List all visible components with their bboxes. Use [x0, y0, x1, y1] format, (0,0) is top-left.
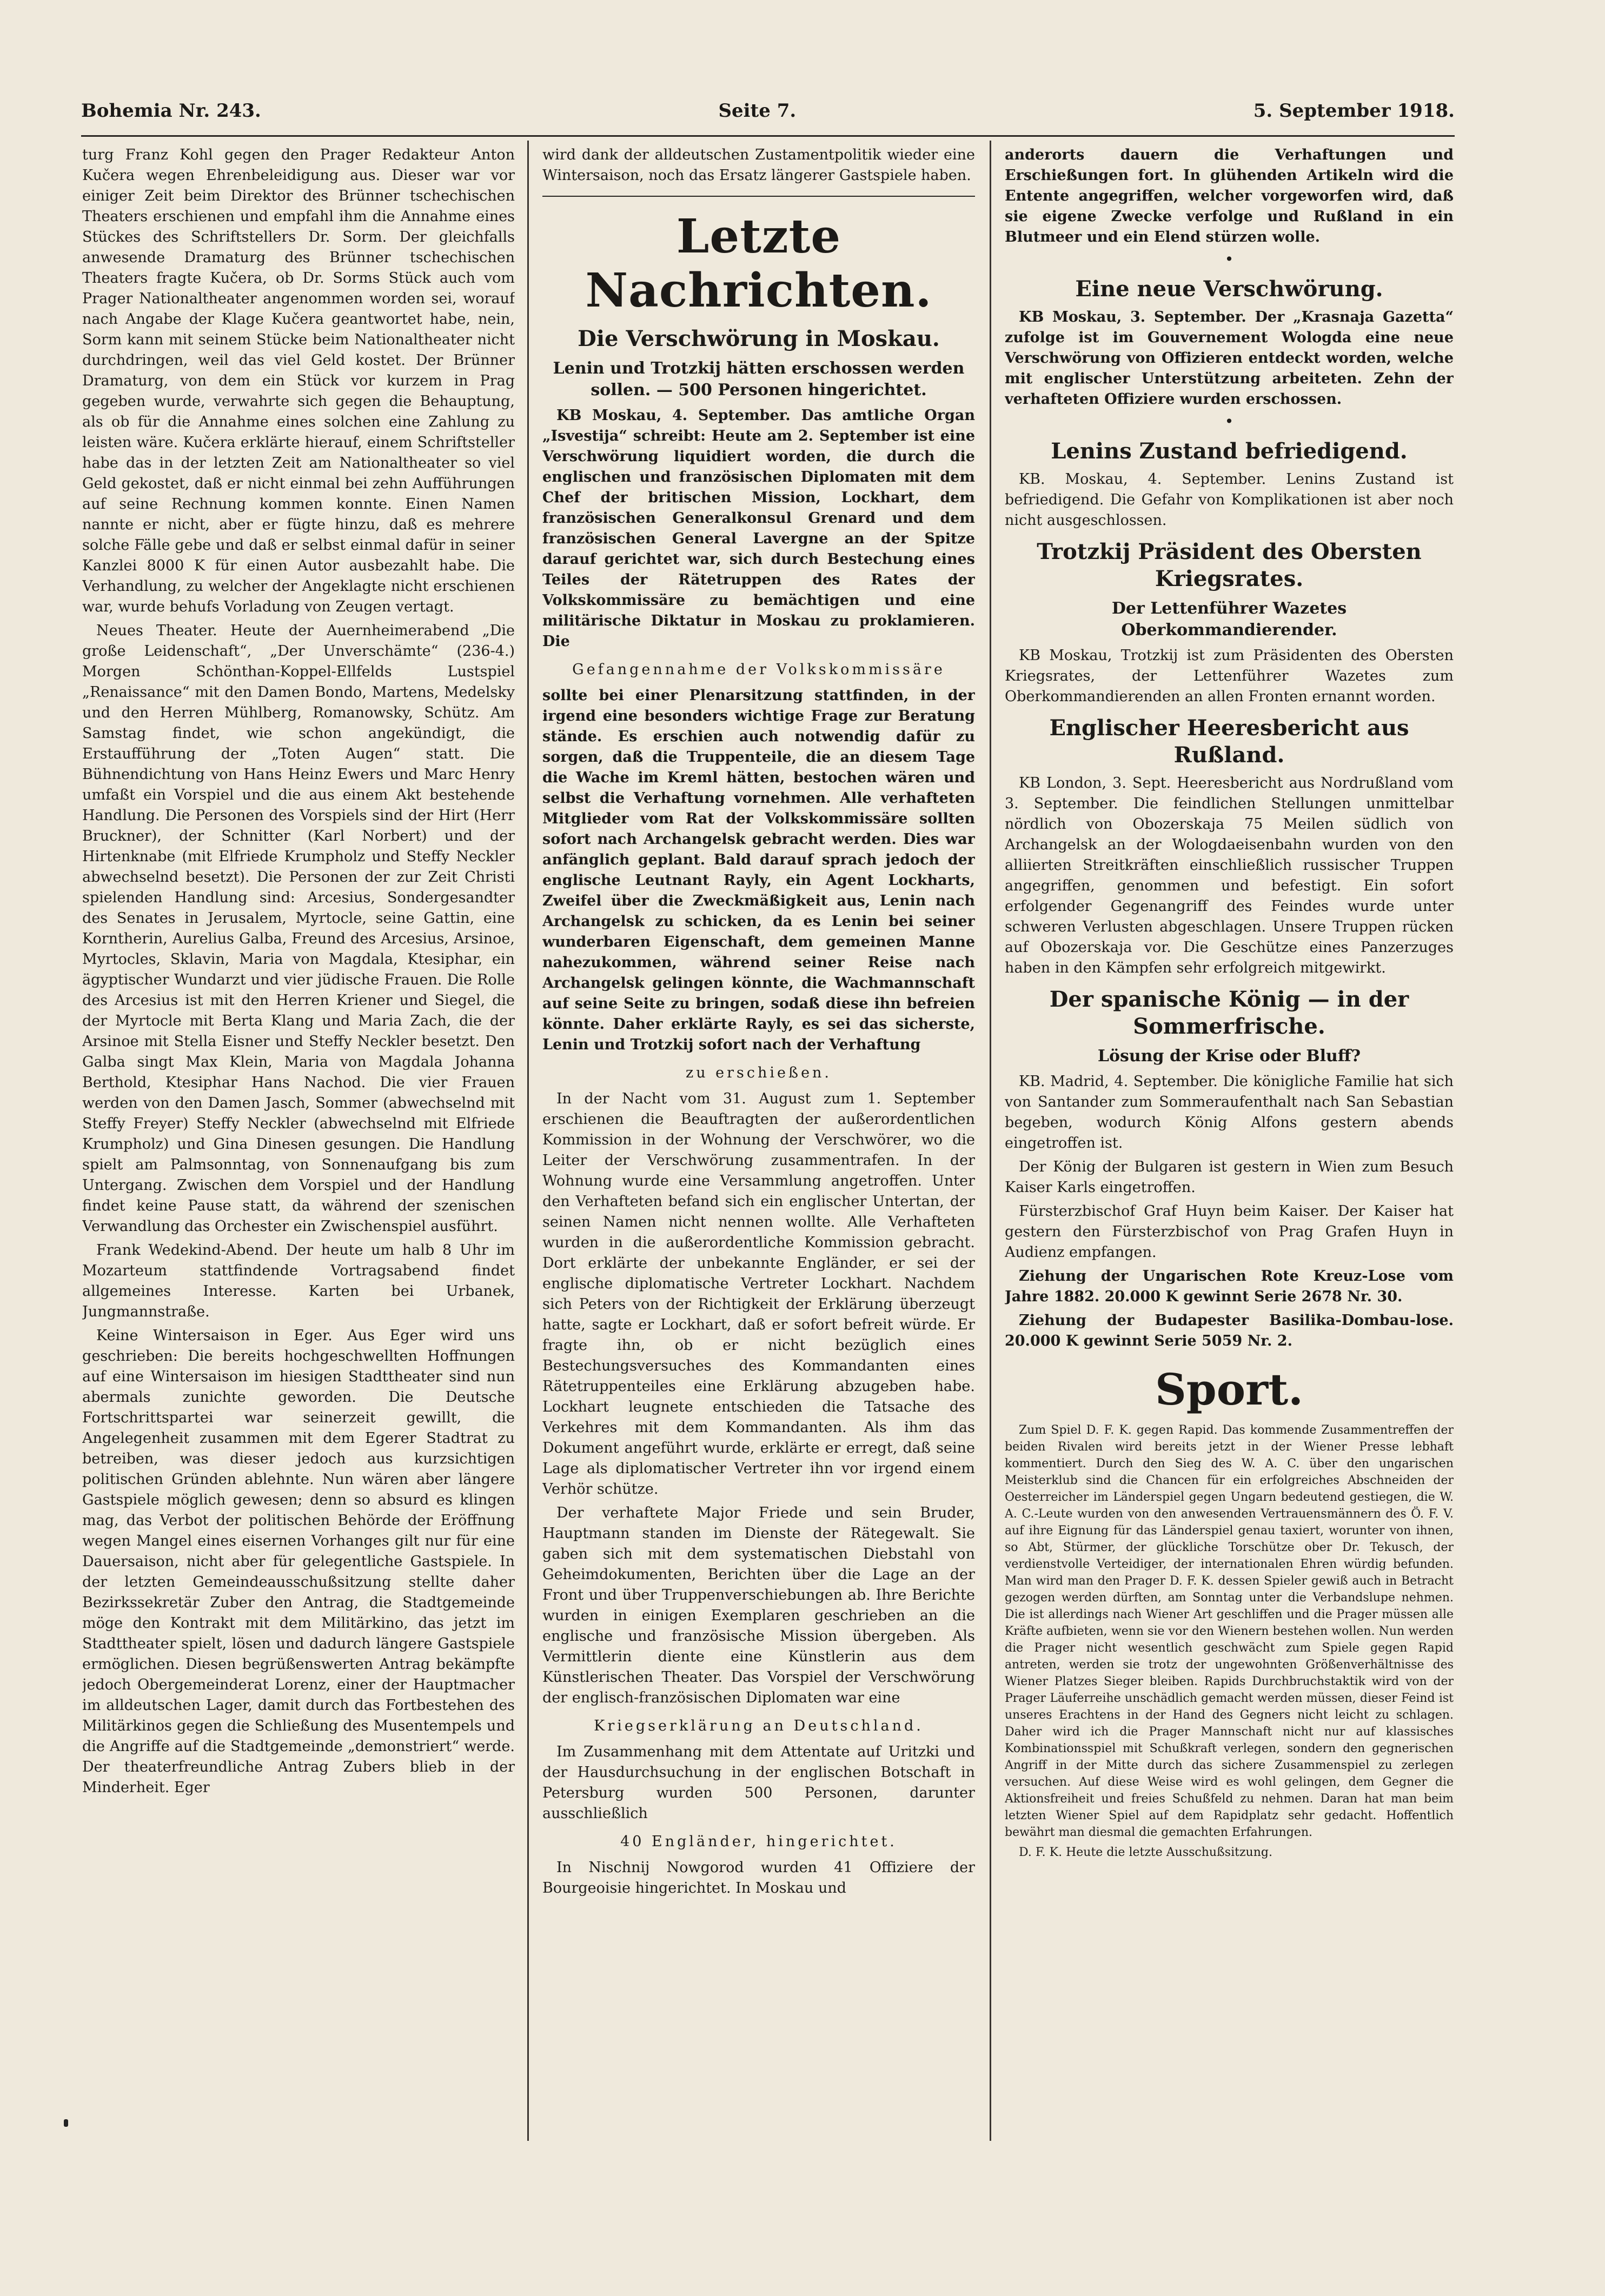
section-rule [542, 196, 975, 197]
article-neues-theater: Neues Theater. Heute der Auernheimerabend „Die große Leidenschaft“, „Der Unverschämte“ (236-4.) Morgen Schönthan-Koppel-Ellfelds Lustspiel „Renaissance“ mit den Damen Bondo, Martens, Medelsky und den Herren Mühlberg, Romanowsky, Schütz. Am Samstag findet, wie schon angekündigt, die Erstaufführung der „Toten Augen“ statt. Die Bühnendichtung von Hans Heinz Ewers und Marc Henry umfaßt ein Vorspiel und die aus einem Akt bestehende Handlung. Die Personen des Vorspiels sind der Hirt (Herr Bruckner), der Schnitter (Karl Norbert) und der Hirtenknabe (mit Elfriede Krumpholz und Steffy Neckler abwechselnd besetzt). Die Personen der zur Zeit Christi spielenden Handlung sind: Arcesius, Sondergesandter des Senates in Jerusalem, Myrtocle, seine Gattin, eine Korntherin, Aurelius Galba, Freund des Arcesius, Arsinoe, Myrtocles, Sklavin, Maria von Magdala, Ktesiphar, ein ägyptischer Wundarzt und vier jüdische Frauen. Die Rolle des Arcesius ist mit den Herren Kriener und Siegel, die der Myrtocle mit Berta Klang und Maria Zach, die der Arsinoe mit Stella Eisner und Steffy Neckler besetzt. Den Galba singt Max Klein, Maria von Magdala Johanna Berthold, Ktesiphar Hans Nachod. Die vier Frauen werden von den Damen Jasch, Sommer (abwechselnd mit Steffy Freyer) Steffy Neckler (abwechselnd mit Elfriede Krumpholz) und Gina Dinesen gesungen. Die Handlung spielt am Palmsonntag, von Sonnenaufgang bis zum Untergang. Zwischen dem Vorspiel und der Handlung findet keine Pause statt, da während der szenischen Verwandlung das Orchester ein Zwischenspiel ausführt. [82, 622, 515, 1235]
subhead-lettenfuehrer: Der Lettenführer Wazetes Oberkommandierender. [1111, 599, 1347, 640]
headline-trotzkij-praesident: Trotzkij Präsident des Obersten Kriegsrates. [1037, 539, 1422, 591]
article-dfk-ausschuss: D. F. K. Heute die letzte Ausschußsitzung. [1019, 1846, 1272, 1859]
header-rule [81, 135, 1455, 137]
separator-dot-2: • [1224, 412, 1234, 430]
article-spiel-dfk-rapid: Zum Spiel D. F. K. gegen Rapid. Das kommende Zusammentreffen der beiden Rivalen wird bereits jetzt in der Wiener Presse lebhaft kommentiert. Durch den Sieg des W. A. C. über den ungarischen Meisterklub sind die Chancen für ein erfolgreiches Abschneiden der Oesterreicher im Länderspiel gegen Ungarn bedeutend gestiegen, die W. A. C.-Leute wurden von den anwesenden Vertrauensmännern des Ö. F. V. auf ihre Eignung für das Länderspiel genau taxiert, worunter von ihnen, so Abt, Stürmer, der glückliche Torschütze ober Dr. Tekusch, der verdienstvolle Verteidiger, der internationalen Ehren würdig befunden. Man wird man den Prager D. F. K. dessen Spieler gewiß auch in Betracht gezogen werden dürften, am Sonntag unter die Verbandslupe nehmen. Die ist allerdings nach Wiener Art geschliffen und die Prager müssen alle Kräfte aufbieten, wenn sie vor den Wienern bestehen wollen. Nun werden die Prager nicht wesentlich geschwächt zum Spiele gegen Rapid antreten, werden sie trotz der ungewohnten Größenverhältnisse des Wiener Platzes Sieger bleiben. Rapids Durchbruchstaktik wird von der Prager Läuferreihe unschädlich gemacht werden müssen, dieser Feind ist unseres Erachtens in der Hand des Gegners nicht leicht zu schlagen. Daher wird ich die Prager Mannschaft nicht nur auf klassisches Kombinationsspiel mit Schußkraft verlegen, sondern den gegnerischen Angriff in der Mitte durch das sichere Zusammenspiel zu zerlegen versuchen. Auf diese Weise wird es wohl gelingen, dem Gegner die Aktionsfreiheit und freies Schußfeld zu nehmen. Daran hat man beim letzten Wiener Spiel auf dem Rapidplatz sehr gedacht. Hoffentlich bewährt man diesmal die gemachten Erfahrungen. [1005, 1423, 1454, 1839]
column-1 [82, 145, 515, 2167]
article-trotzkij: KB Moskau, Trotzkij ist zum Präsidenten des Obersten Kriegsrates, der Lettenführer Wazetes zum Oberkommandierenden an allen Fronten ernannt worden. [1005, 647, 1454, 705]
article-verhaftungen: anderorts dauern die Verhaftungen und Erschießungen fort. In glühenden Artikeln wird die Entente angegriffen, welcher vorgeworfen wird, daß sie eigene Zwecke verfolge und Rußland in ein Blutmeer und ein Elend stürzen wolle. [1005, 147, 1454, 245]
column-2 [542, 145, 975, 2167]
headline-englischer-heeresbericht: Englischer Heeresbericht aus Rußland. [1049, 715, 1409, 768]
article-kohl-kucera: turg Franz Kohl gegen den Prager Redakteur Anton Kučera wegen Ehrenbeleidigung aus. Dieser war vor einiger Zeit beim Direktor des Brünner tschechischen Theaters erschienen und empfahl ihm die Annahme eines Stückes des Schriftstellers Dr. Sorm. Der gleichfalls anwesende Dramaturg des Brünner tschechischen Theaters fragte Kučera, ob Dr. Sorms Stück auch vom Prager Nationaltheater angenommen worden sei, worauf nach Angabe der Klage Kučera geantwortet habe, nein, Sorm kann mit seinem Stücke beim Nationaltheater nicht durchdringen, weil das viel Geld kostet. Der Brünner Dramaturg, von dem ein Stück vor kurzem in Prag gegeben wurde, verwahrte sich gegen die Behauptung, als ob für die Annahme eines solchen eine Zahlung zu leisten wäre. Kučera erklärte hierauf, einem Schriftsteller habe das in der letzten Zeit am Nationaltheater so viel Geld gekostet, daß er nicht einmal bei zehn Aufführungen auf seine Rechnung kommen konnte. Einen Namen nannte er nicht, aber er fügte hinzu, daß es mehrere solche Fälle gebe und daß er selbst einmal dafür in seiner Kanzlei 8000 K für einen Autor ausbezahlt habe. Die Verhandlung, zu welcher der Angeklagte nicht erschienen war, wurde behufs Vorladung von Zeugen vertagt. [82, 147, 515, 615]
page-header [81, 92, 1455, 130]
article-ziehung-rote-kreuz: Ziehung der Ungarischen Rote Kreuz-Lose vom Jahre 1882. 20.000 K gewinnt Serie 2678 Nr. 30. [1005, 1268, 1454, 1305]
headline-neue-verschwoerung: Eine neue Verschwörung. [1075, 276, 1383, 302]
article-heeresbericht: KB London, 3. Sept. Heeresbericht aus Nordrußland vom 3. September. Die feindlichen Stellungen unmittelbar nördlich von Obozerskaja 75 Meilen südlich von Archangelsk an der Wologdaeisenbahn wurden von den alliierten Streitkräften einschließlich russischer Truppen angegriffen, genommen und befestigt. Ein sofort erfolgender Gegenangriff des Feindes wurde unter schweren Verlusten abgeschlagen. Unsere Truppen rücken auf Obozerskaja vor. Die Geschütze eines Panzerzuges haben in den Kämpfen sehr erfolgreich mitgewirkt. [1005, 775, 1454, 976]
article-neue-verschwoerung: KB Moskau, 3. September. Der „Krasnaja Gazetta“ zufolge ist im Gouvernement Wologda eine neue Verschwörung von Offizieren entdeckt worden, welche mit englischer Unterstützung arbeiteten. Zehn der verhafteten Offiziere wurden erschossen. [1005, 309, 1454, 408]
spaced-erschiessen: zu erschießen. [685, 1064, 832, 1081]
headline-verschwoerung-moskau: Die Verschwörung in Moskau. [578, 326, 940, 351]
header-left: Bohemia Nr. 243. [81, 100, 261, 122]
headline-spanische-koenig: Der spanische König — in der Sommerfrische. [1049, 987, 1409, 1039]
article-verschwoerung-3: In der Nacht vom 31. August zum 1. September erschienen die Beauftragten der außerordentlichen Kommission in der Wohnung der Verschwörer, wo die Leiter der Verschwörung zusammentrafen. In der Wohnung wurde eine Versammlung angetroffen. Unter den Verhafteten befand sich ein englischer Untertan, der seinen Namen nicht nennen wollte. Alle Verhafteten wurden in die außerordentliche Kommission gebracht. Dort erklärte der unbekannte Engländer, er sei der englische diplomatische Vertreter Lockhart. Nachdem sich Peters von der Richtigkeit der Erklärung überzeugt hatte, sagte er Lockhart, daß er sofort befreit würde. Er fragte ihn, ob er nicht bezüglich eines Bestechungsversuches des Kommandanten eines Rätetruppenteiles eine Erklärung abzugeben habe. Lockhart leugnete entschieden die Tatsache des Verkehres mit dem Kommandanten. Als ihm das Dokument angeführt wurde, erklärte er erregt, daß seine Lage als diplomatischer Vertreter ihn vor irgend einem Verhör schütze. [542, 1090, 975, 1498]
article-koenig-bulgaren: Der König der Bulgaren ist gestern in Wien zum Besuch Kaiser Karls eingetroffen. [1005, 1159, 1454, 1196]
article-verschwoerung-2: sollte bei einer Plenarsitzung stattfinden, in der irgend eine besonders wichtige Frage zur Beratung stände. Es erschien auch notwendig dafür zu sorgen, daß die Truppenteile, die an diesem Tage die Wache im Kreml hätten, bestochen wären und selbst die Verhaftung vornehmen. Alle verhafteten Mitglieder vom Rat der Volkskommissäre sollten sofort nach Archangelsk gebracht werden. Dies war anfänglich geplant. Bald darauf sprach jedoch der englische Leutnant Rayly, ein Agent Lockharts, Zweifel über die Zweckmäßigkeit aus, Lenin nach Archangelsk zu schicken, da es Lenin bei seiner wunderbaren Eigenschaft, dem gemeinen Manne nahezukommen, während seiner Reise nach Archangelsk gelingen könnte, die Wachmannschaft auf seine Seite zu bringen, sodaß diese ihn befreien könnte. Daher erklärte Rayly, es sei das sicherste, Lenin und Trotzkij sofort nach der Verhaftung [542, 687, 975, 1053]
article-wintersaison-eger: Keine Wintersaison in Eger. Aus Eger wird uns geschrieben: Die bereits hochgeschwellten Hoffnungen auf eine Wintersaison im hiesigen Stadttheater sind nun abermals zunichte geworden. Die Deutsche Fortschrittspartei war seinerzeit gewillt, die Angelegenheit zusammen mit dem Egerer Stadtrat zu betreiben, was dieser jedoch aus kurzsichtigen politischen Gründen ablehnte. Nun wären aber längere Gastspiele möglich gewesen; denn so absurd es klingen mag, das Verbot der politischen Behörde der Eröffnung wegen Mangel eines eisernen Vorhanges gilt nur für eine Dauersaison, nicht aber für gelegentliche Gastspiele. In der letzten Gemeindeausschußsitzung stellte daher Bezirkssekretär Zuber den Antrag, die Stadtgemeinde möge den Kontrakt mit dem Militärkino, das jetzt im Stadttheater spielt, lösen und dadurch längere Gastspiele ermöglichen. Diesen begrüßenswerten Antrag bekämpfte jedoch Obergemeinderat Lorenz, einer der Hauptmacher im alldeutschen Lager, damit durch das Fortbestehen des Militärkinos gegen die Schließung des Musentempels und die Angriffe auf die Stadtgemeinde „demonstriert“ werde. Der theaterfreundliche Antrag Zubers blieb in der Minderheit. Eger [82, 1327, 515, 1796]
column-divider-1 [527, 141, 529, 2141]
article-verschwoerung-6: In Nischnij Nowgorod wurden 41 Offiziere der Bourgeoisie hingerichtet. In Moskau und [542, 1859, 975, 1896]
article-eger-continued: wird dank der alldeutschen Zustamentpolitik wieder eine Wintersaison, noch das Ersatz längerer Gastspiele haben. [542, 147, 975, 184]
separator-dot-1: • [1224, 250, 1234, 268]
header-page-number: Seite 7. [718, 100, 797, 122]
article-verschwoerung-5: Im Zusammenhang mit dem Attentate auf Uritzki und der Hausdurchsuchung in der englischen Botschaft in Petersburg wurden 500 Personen, darunter ausschließlich [542, 1743, 975, 1822]
article-fuersterzbischof: Fürsterzbischof Graf Huyn beim Kaiser. Der Kaiser hat gestern den Fürsterzbischof von Prag Grafen Huyn in Audienz empfangen. [1005, 1203, 1454, 1261]
column-3 [1005, 145, 1454, 2167]
article-wedekind-abend: Frank Wedekind-Abend. Der heute um halb 8 Uhr im Mozarteum stattfindende Vortragsabend findet allgemeines Interesse. Karten bei Urbanek, Jungmannstraße. [82, 1242, 515, 1320]
scan-mark [64, 2119, 68, 2127]
article-verschwoerung-1: KB Moskau, 4. September. Das amtliche Organ „Isvestija“ schreibt: Heute am 2. September ist eine Verschwörung liquidiert worden, die durch die englischen und französischen Diplomaten mit dem Chef der britischen Mission, Lockhart, dem französischen Generalkonsul Grenard und dem französischen General Lavergne an der Spitze darauf gerichtet war, sich durch Bestechung eines Teiles der Rätetruppen des Rates der Volkskommissäre zu bemächtigen und eine militärische Diktatur in Moskau zu proklamieren. Die [542, 407, 975, 650]
headline-lenins-zustand: Lenins Zustand befriedigend. [1051, 438, 1408, 464]
article-lenins-zustand: KB. Moskau, 4. September. Lenins Zustand ist befriedigend. Die Gefahr von Komplikationen ist aber noch nicht ausgeschlossen. [1005, 471, 1454, 529]
section-title-sport: Sport. [1155, 1364, 1304, 1415]
article-ziehung-basilika: Ziehung der Budapester Basilika-Dombau-lose. 20.000 K gewinnt Serie 5059 Nr. 2. [1005, 1312, 1454, 1349]
header-date: 5. September 1918. [1253, 100, 1455, 122]
article-spanische-koenig: KB. Madrid, 4. September. Die königliche Familie hat sich von Santander zum Sommeraufenthalt nach San Sebastian begeben, wodurch König Alfons gestern abends eingetroffen ist. [1005, 1073, 1454, 1152]
article-verschwoerung-4: Der verhaftete Major Friede und sein Bruder, Hauptmann standen im Dienste der Rätegewalt. Sie gaben sich mit dem systematischen Diebstahl von Geheimdokumenten, Berichten über die Lage an der Front und über Truppenverschiebungen ab. Ihre Berichte wurden in einigen Exemplaren geschrieben an die englische und französische Mission übergeben. Als Vermittlerin diente eine Künstlerin aus dem Künstlerischen Theater. Das Vorspiel der Verschwörung der englisch-französischen Diplomaten war eine [542, 1505, 975, 1706]
column-divider-2 [990, 141, 991, 2141]
spaced-gefangennahme: Gefangennahme der Volkskommissäre [572, 661, 945, 678]
section-title-letzte-nachrichten: Letzte Nachrichten. [585, 209, 932, 318]
subhead-lenin-trotzkij: Lenin und Trotzkij hätten erschossen werden sollen. — 500 Personen hingerichtet. [553, 359, 965, 400]
spaced-hingerichtet: 40 Engländer, hingerichtet. [620, 1833, 897, 1850]
spaced-kriegserklaerung: Kriegserklärung an Deutschland. [594, 1718, 924, 1734]
subhead-krise-bluff: Lösung der Krise oder Bluff? [1097, 1047, 1361, 1066]
